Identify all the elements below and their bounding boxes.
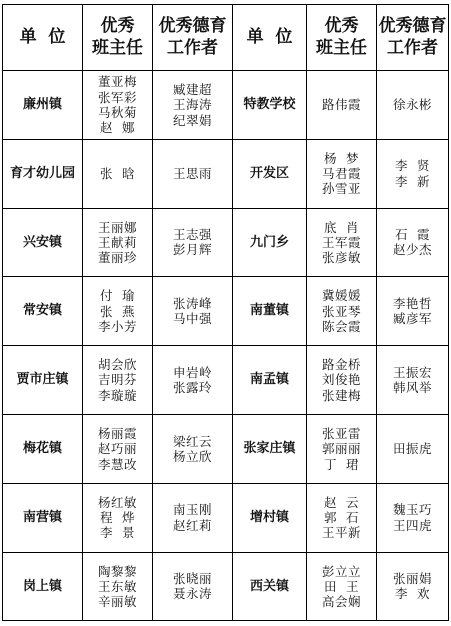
class-teacher-names-right-line: 赵 云 — [324, 494, 359, 510]
moral-educator-names-left-line: 张涛峰 — [172, 296, 212, 312]
class-teacher-names-left-line: 董丽珍 — [97, 250, 137, 266]
moral-educator-names-right-line: 臧彦军 — [392, 311, 432, 327]
class-teacher-names-right-line: 刘俊艳 — [321, 372, 361, 388]
class-teacher-names-right — [307, 346, 377, 415]
moral-educator-names-left-line: 赵红莉 — [172, 517, 212, 533]
moral-educator-names-right — [377, 139, 449, 208]
class-teacher-names-left — [83, 277, 153, 346]
class-teacher-names-right — [307, 71, 377, 140]
class-teacher-names-left — [83, 208, 153, 277]
class-teacher-names-right-line: 高会娴 — [321, 594, 361, 610]
header-moral-line: 工作者 — [167, 37, 218, 58]
unit-name-left: 南营镇 — [3, 483, 83, 552]
header-unit-right — [233, 5, 307, 71]
class-teacher-names-right-line: 陈会霞 — [321, 318, 361, 334]
class-teacher-names-right-line: 孙雪亚 — [321, 181, 361, 197]
moral-educator-names-left — [153, 139, 233, 208]
moral-educator-names-right — [377, 552, 449, 621]
moral-educator-names-left-line: 臧建超 — [172, 82, 212, 98]
moral-educator-names-right-line: 田振虎 — [392, 441, 432, 457]
class-teacher-names-left — [83, 139, 153, 208]
moral-educator-names-left-line: 王志强 — [172, 227, 212, 243]
unit-name-left: 常安镇 — [3, 277, 83, 346]
header-moral-right — [377, 5, 449, 71]
moral-educator-names-right-line: 李 新 — [395, 173, 430, 189]
class-teacher-names-left — [83, 552, 153, 621]
class-teacher-names-left-line: 辛丽敏 — [97, 594, 137, 610]
table-body — [3, 71, 449, 621]
moral-educator-names-left-line: 王思雨 — [172, 166, 212, 182]
class-teacher-names-right-line: 郭丽丽 — [321, 441, 361, 457]
moral-educator-names-left — [153, 208, 233, 277]
table-row — [3, 208, 449, 277]
moral-educator-names-left-line: 聂永涛 — [172, 586, 212, 602]
table-row — [3, 139, 449, 208]
unit-name-left: 廉州镇 — [3, 71, 83, 140]
class-teacher-names-left-line: 吉明芬 — [97, 372, 137, 388]
moral-educator-names-left-line: 杨立欣 — [172, 448, 212, 464]
moral-educator-names-left — [153, 414, 233, 483]
header-teacher-line: 班主任 — [316, 37, 367, 58]
class-teacher-names-left — [83, 483, 153, 552]
header-unit-label: 单 位 — [246, 26, 293, 47]
class-teacher-names-left-line: 王献莉 — [97, 234, 137, 250]
class-teacher-names-right-line: 彭立立 — [321, 563, 361, 579]
class-teacher-names-left-line: 王东敏 — [97, 578, 137, 594]
header-unit-left — [3, 5, 83, 71]
class-teacher-names-left-line: 马秋菊 — [97, 104, 137, 120]
class-teacher-names-left-line: 赵巧丽 — [97, 441, 137, 457]
class-teacher-names-left-line: 王丽娜 — [97, 219, 137, 235]
class-teacher-names-right-line: 张建梅 — [321, 387, 361, 403]
class-teacher-names-right-line: 王平新 — [321, 525, 361, 541]
moral-educator-names-left-line: 马中强 — [172, 311, 212, 327]
class-teacher-names-left-line: 杨丽霞 — [97, 426, 137, 441]
moral-educator-names-left — [153, 346, 233, 415]
unit-name-right: 张家庄镇 — [233, 414, 307, 483]
header-unit-label: 单 位 — [19, 26, 66, 47]
moral-educator-names-left — [153, 277, 233, 346]
class-teacher-names-left-line: 胡会欣 — [97, 357, 137, 373]
class-teacher-names-left-line: 张 燕 — [100, 303, 135, 319]
unit-name-left: 兴安镇 — [3, 208, 83, 277]
table-row — [3, 414, 449, 483]
class-teacher-names-right-line: 马君霞 — [321, 166, 361, 182]
moral-educator-names-right-line: 王振宏 — [392, 364, 432, 380]
unit-name-right: 增村镇 — [233, 483, 307, 552]
moral-educator-names-left-line: 张晓丽 — [172, 571, 212, 587]
moral-educator-names-right-line: 韩风举 — [392, 380, 432, 396]
moral-educator-names-right-line: 石 霞 — [395, 227, 430, 243]
moral-educator-names-right-line: 李 欢 — [395, 586, 430, 602]
header-moral-left — [153, 5, 233, 71]
header-row — [3, 5, 449, 71]
moral-educator-names-left-line: 申岩岭 — [172, 364, 212, 380]
unit-name-right: 九门乡 — [233, 208, 307, 277]
header-moral-line: 优秀德育 — [378, 16, 447, 37]
class-teacher-names-right — [307, 208, 377, 277]
class-teacher-names-left — [83, 346, 153, 415]
header-teacher-right — [307, 5, 377, 71]
table-row — [3, 552, 449, 621]
class-teacher-names-right-line: 路伟霞 — [321, 97, 361, 113]
header-teacher-left — [83, 5, 153, 71]
unit-name-right: 开发区 — [233, 139, 307, 208]
header-moral-line: 优秀德育 — [158, 16, 227, 37]
moral-educator-names-right — [377, 208, 449, 277]
moral-educator-names-right-line: 李艳哲 — [392, 296, 432, 312]
awards-table — [2, 4, 449, 621]
class-teacher-names-right-line: 底 肖 — [324, 219, 359, 235]
class-teacher-names-left — [83, 414, 153, 483]
moral-educator-names-right — [377, 483, 449, 552]
header-teacher-line: 班主任 — [92, 37, 143, 58]
class-teacher-names-left-line: 程 烨 — [100, 510, 135, 526]
class-teacher-names-right-line: 郭 石 — [324, 510, 359, 526]
table-row — [3, 277, 449, 346]
class-teacher-names-left-line: 杨红敏 — [97, 494, 137, 510]
moral-educator-names-right-line: 李 贤 — [395, 158, 430, 174]
table-row — [3, 71, 449, 140]
unit-name-left: 育才幼儿园 — [3, 139, 83, 208]
class-teacher-names-left-line: 赵 娜 — [100, 120, 135, 136]
moral-educator-names-left — [153, 483, 233, 552]
table-row — [3, 346, 449, 415]
class-teacher-names-right-line: 田 王 — [324, 578, 359, 594]
class-teacher-names-right-line: 杨 梦 — [324, 150, 359, 166]
moral-educator-names-left-line: 纪翠娟 — [172, 112, 212, 128]
class-teacher-names-left-line: 李慧改 — [97, 456, 137, 472]
class-teacher-names-right-line: 王军霞 — [321, 234, 361, 250]
moral-educator-names-right-line: 张丽娟 — [392, 571, 432, 587]
unit-name-right: 西关镇 — [233, 552, 307, 621]
moral-educator-names-left-line: 南玉刚 — [172, 502, 212, 518]
class-teacher-names-right — [307, 277, 377, 346]
class-teacher-names-right — [307, 139, 377, 208]
table-header — [3, 5, 449, 71]
class-teacher-names-right — [307, 552, 377, 621]
class-teacher-names-left-line: 李璇璇 — [97, 387, 137, 403]
unit-name-left: 贾市庄镇 — [3, 346, 83, 415]
class-teacher-names-right-line: 张彦敏 — [321, 250, 361, 266]
moral-educator-names-left-line: 张露玲 — [172, 380, 212, 396]
moral-educator-names-right — [377, 346, 449, 415]
moral-educator-names-left-line: 梁红云 — [172, 433, 212, 449]
class-teacher-names-right-line: 路金桥 — [321, 357, 361, 373]
class-teacher-names-left-line: 张 晗 — [100, 166, 135, 182]
moral-educator-names-right — [377, 277, 449, 346]
moral-educator-names-right-line: 徐永彬 — [392, 97, 432, 113]
unit-name-right: 南孟镇 — [233, 346, 307, 415]
moral-educator-names-right-line: 赵少杰 — [392, 242, 432, 258]
moral-educator-names-right — [377, 414, 449, 483]
class-teacher-names-right-line: 张亚雷 — [321, 426, 361, 441]
moral-educator-names-left — [153, 552, 233, 621]
class-teacher-names-right — [307, 414, 377, 483]
unit-name-left: 岗上镇 — [3, 552, 83, 621]
header-teacher-line: 优秀 — [100, 16, 135, 37]
moral-educator-names-right-line: 王四虎 — [392, 517, 432, 533]
class-teacher-names-left — [83, 71, 153, 140]
unit-name-right: 特教学校 — [233, 71, 307, 140]
unit-name-right: 南董镇 — [233, 277, 307, 346]
class-teacher-names-left-line: 陶黎黎 — [97, 563, 137, 579]
moral-educator-names-right-line: 魏玉巧 — [392, 502, 432, 518]
moral-educator-names-right — [377, 71, 449, 140]
class-teacher-names-right-line: 冀媛媛 — [321, 288, 361, 304]
unit-name-left: 梅花镇 — [3, 414, 83, 483]
class-teacher-names-left-line: 李 景 — [100, 525, 135, 541]
class-teacher-names-right-line: 张亚琴 — [321, 303, 361, 319]
class-teacher-names-right-line: 丁 珺 — [324, 456, 359, 472]
class-teacher-names-left-line: 付 瑜 — [100, 288, 135, 304]
moral-educator-names-left-line: 彭月辉 — [172, 242, 212, 258]
table-row — [3, 483, 449, 552]
header-teacher-line: 优秀 — [324, 16, 359, 37]
class-teacher-names-right — [307, 483, 377, 552]
moral-educator-names-left — [153, 71, 233, 140]
class-teacher-names-left-line: 李小芳 — [97, 318, 137, 334]
class-teacher-names-left-line: 张军彩 — [97, 89, 137, 105]
moral-educator-names-left-line: 王海涛 — [172, 97, 212, 113]
class-teacher-names-left-line: 董亚梅 — [97, 74, 137, 90]
header-moral-line: 工作者 — [387, 37, 438, 58]
